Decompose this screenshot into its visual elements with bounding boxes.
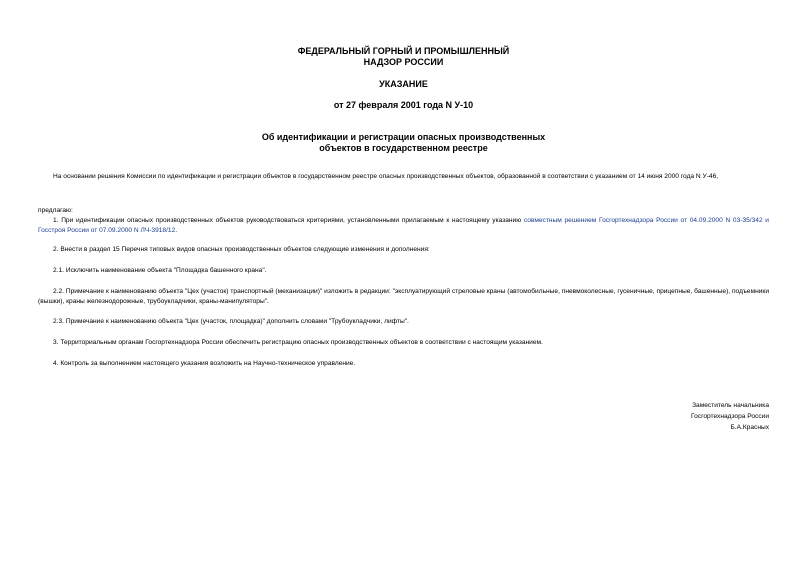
signatory-position-2: Госгортехнадзора России xyxy=(691,413,769,420)
intro-paragraph xyxy=(38,172,769,182)
item-1-after: . xyxy=(175,227,178,234)
joint-decision-link[interactable]: совместным решением Госгортехнадзора России от 04.09.2000 N 03-35/342 и Госстроя России от 07.09.2000 N ЛЧ-3918/12 xyxy=(38,217,769,234)
item-2-1 xyxy=(38,266,769,276)
document-title xyxy=(0,132,807,154)
item-3-text: 3. Территориальным органам Госгортехнадзора России обеспечить регистрацию опасных производственных объектов в соответствии с настоящим указанием. xyxy=(53,339,543,346)
title-line-2: объектов в государственном реестре xyxy=(319,143,488,153)
signatory-position-1: Заместитель начальника xyxy=(692,402,769,409)
item-3 xyxy=(38,338,769,348)
item-2-3-text: 2.3. Примечание к наименованию объекта "Цех (участок, площадка)" дополнить словами "Трубоукладчики, лифты". xyxy=(53,318,409,325)
proposes-label xyxy=(38,206,769,216)
item-2-text: 2. Внести в раздел 15 Перечня типовых видов опасных производственных объектов следующие изменения и дополнения: xyxy=(53,246,430,253)
issuing-authority xyxy=(0,46,807,68)
item-1-before: 1. При идентификации опасных производственных объектов руководствоваться критериями, установленными прилагаемым к настоящему указанию xyxy=(53,217,524,224)
item-1 xyxy=(38,216,769,236)
item-4-text: 4. Контроль за выполнением настоящего указания возложить на Научно-техническое управление. xyxy=(53,360,356,367)
authority-line-2: НАДЗОР РОССИИ xyxy=(363,57,444,67)
item-2-3 xyxy=(38,317,769,327)
item-2-2 xyxy=(38,287,769,307)
proposes-text: предлагаю: xyxy=(38,207,73,214)
item-2-1-text: 2.1. Исключить наименование объекта "Площадка башенного крана". xyxy=(53,267,267,274)
item-1-text xyxy=(38,216,769,236)
item-2 xyxy=(38,245,769,255)
signatory-name: Б.А.Красных xyxy=(730,424,769,431)
document-type: УКАЗАНИЕ xyxy=(379,79,428,89)
authority-line-1: ФЕДЕРАЛЬНЫЙ ГОРНЫЙ И ПРОМЫШЛЕННЫЙ xyxy=(297,46,510,56)
signature-block xyxy=(569,400,769,433)
document-date-number: от 27 февраля 2001 года N У-10 xyxy=(333,100,474,110)
item-2-2-text: 2.2. Примечание к наименованию объекта "Цех (участок) транспортный (механизации)" изложить в редакции: "эксплуатирующий стреловые краны (автомобильные, пневмоколесные, гусеничные, прицепные, башенные), подъемники (вышки), краны железнодорожные, трубоукладчики, краны-манипуляторы". xyxy=(38,288,769,305)
intro-text: На основании решения Комиссии по идентификации и регистрации объектов в государственном реестре опасных производственных объектов, образованной в соответствии с указанием от 14 июня 2000 года N У-46, xyxy=(53,173,719,180)
item-4 xyxy=(38,359,769,369)
title-line-1: Об идентификации и регистрации опасных производственных xyxy=(261,132,546,142)
